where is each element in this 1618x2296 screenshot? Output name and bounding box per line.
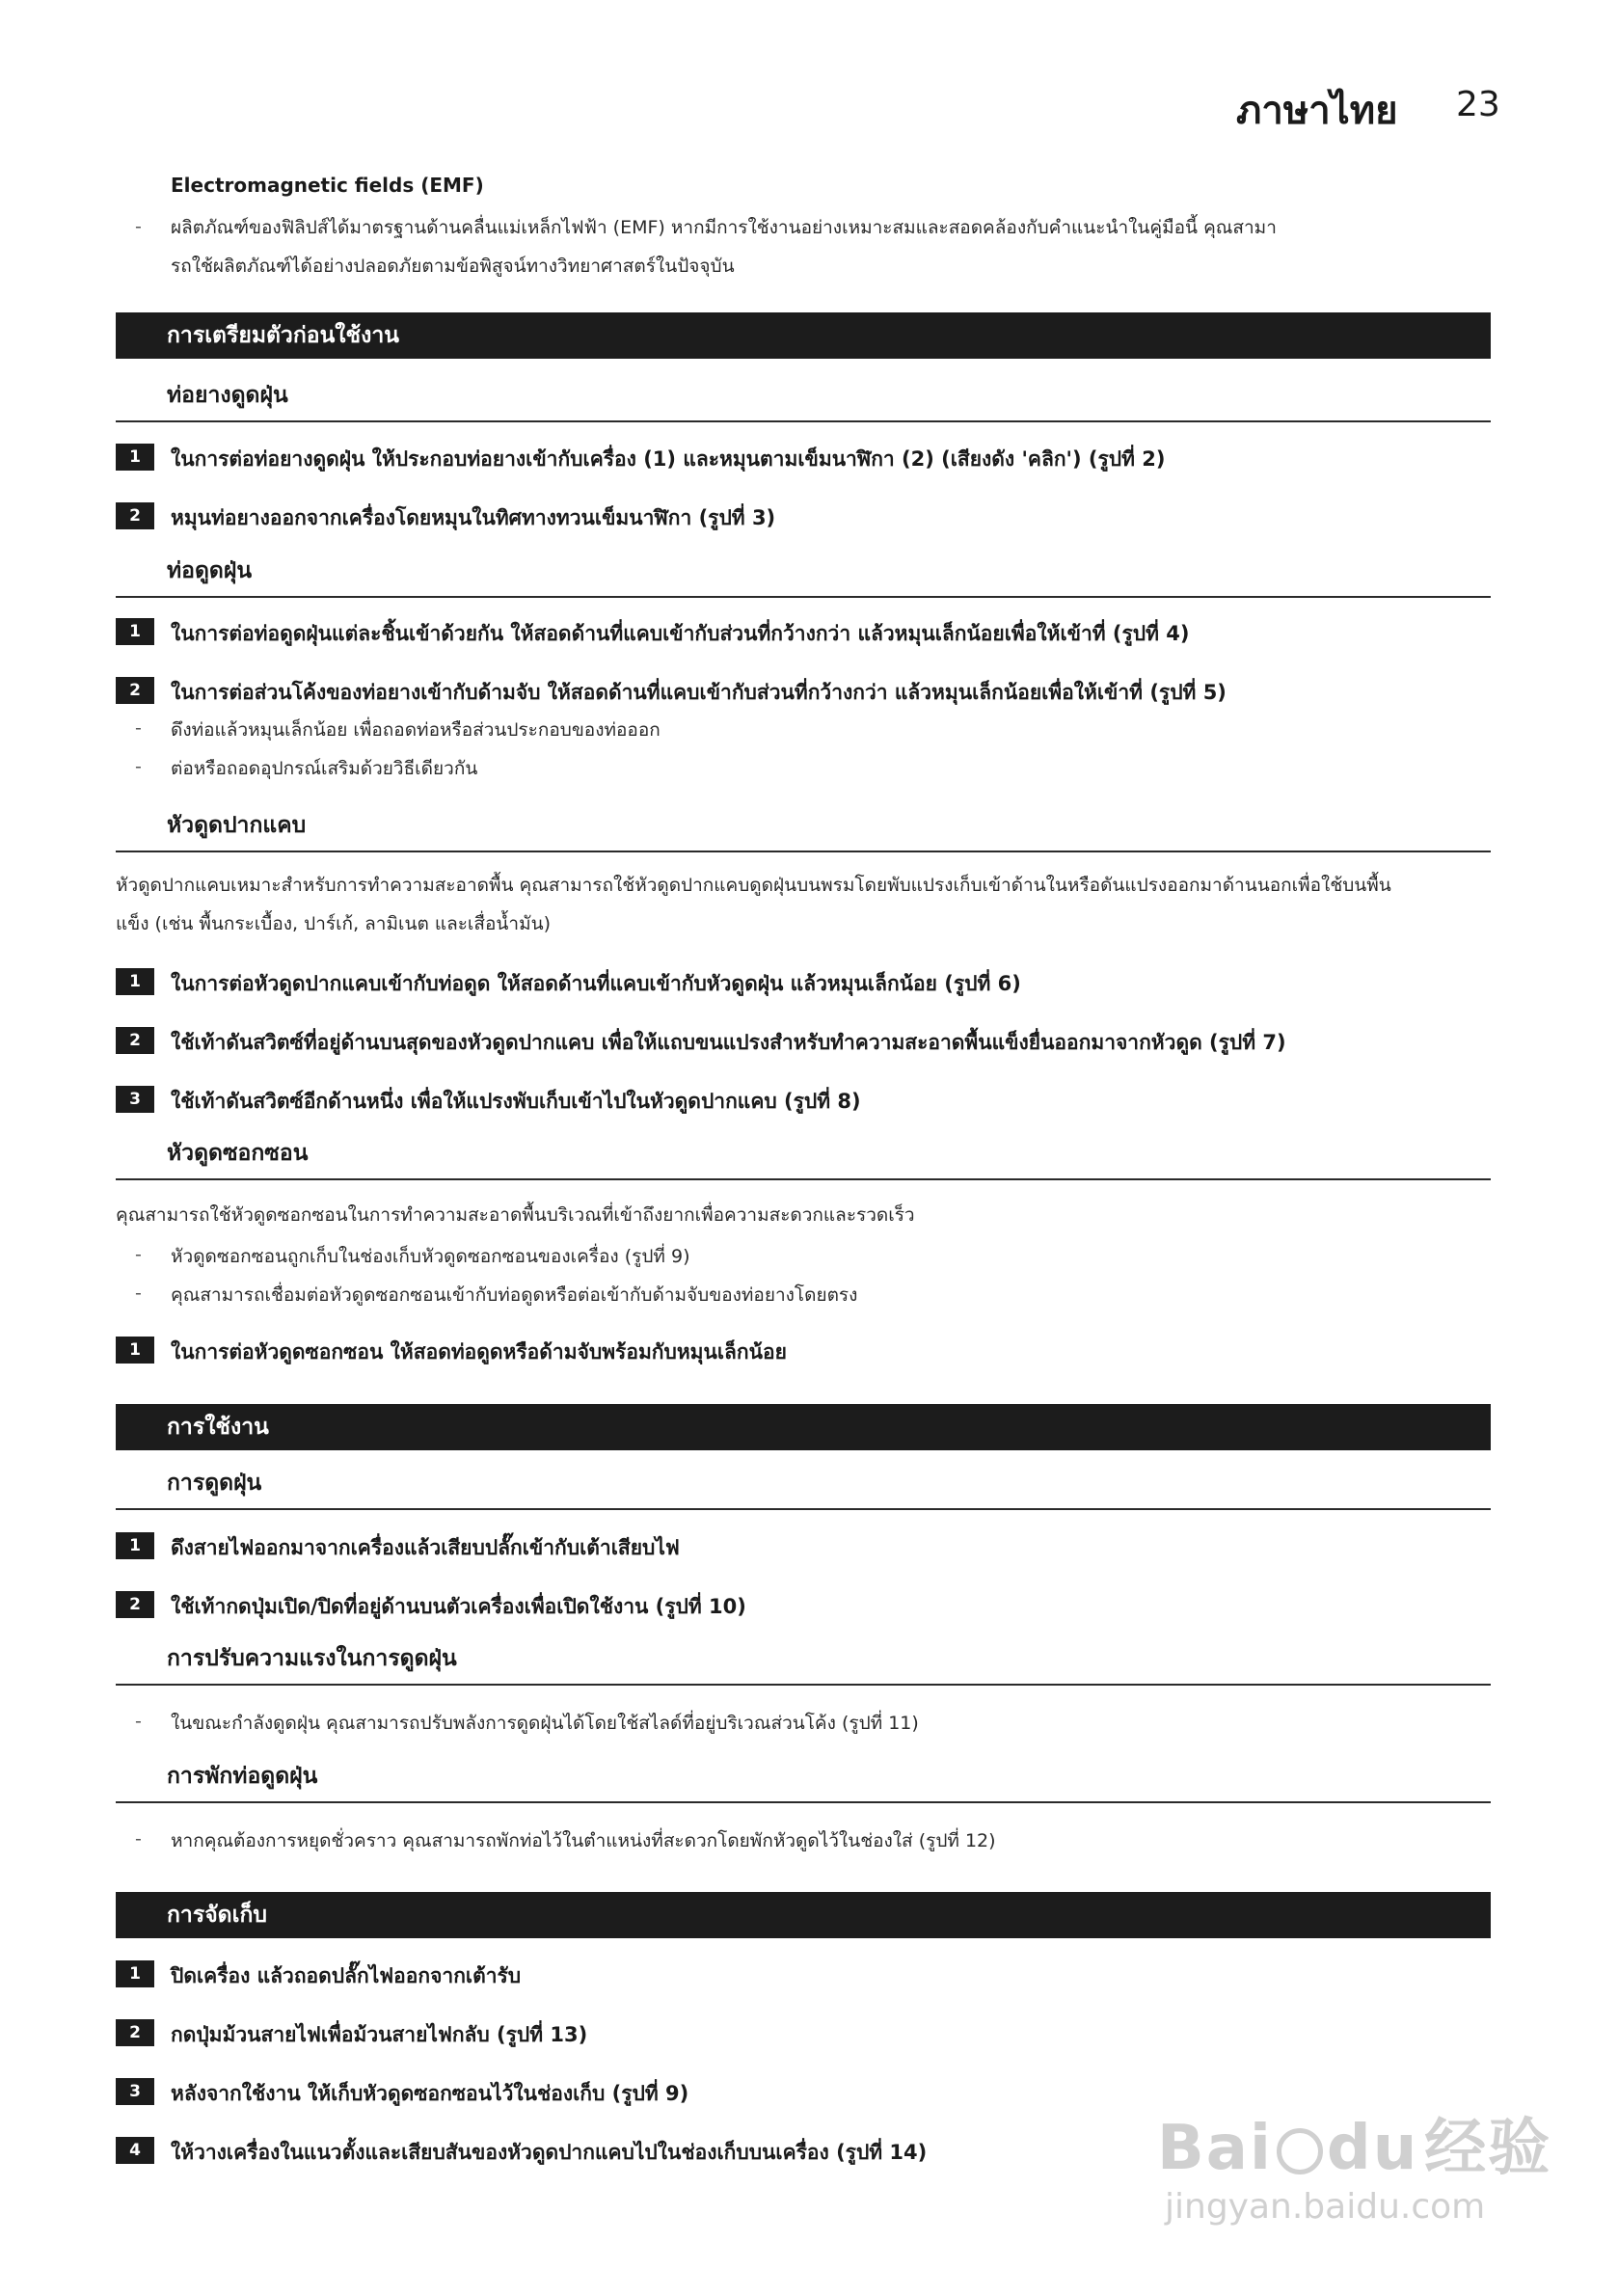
step-text: ในการต่อท่อดูดฝุ่นแต่ละชิ้นเข้าด้วยกัน ให้สอดด้านที่แคบเข้ากับส่วนที่กว้างกว่า แล้วหมุนเล็กน้อยเพื่อให้เข้าที่ (รูปที่ 4) xyxy=(171,622,1190,645)
subhead-park-title: การพักท่อดูดฝุ่น xyxy=(167,1764,318,1789)
watermark-logo xyxy=(1157,2098,1551,2187)
step-text: ในการต่อหัวดูดปากแคบเข้ากับท่อดูด ให้สอดด้านที่แคบเข้ากับหัวดูดฝุ่น แล้วหมุนเล็กน้อย (รูปที่ 6) xyxy=(171,972,1021,995)
step-number: 3 xyxy=(116,1086,154,1113)
watermark-url: jingyan.baidu.com xyxy=(1165,2187,1486,2227)
step-number: 1 xyxy=(116,1532,154,1559)
bullet-dash: - xyxy=(135,1244,142,1265)
step-row xyxy=(0,1532,1618,1561)
nozzle-para-line2: แข็ง (เช่น พื้นกระเบื้อง, ปาร์เก้, ลามิเนต และเสื่อน้ำมัน) xyxy=(116,913,552,934)
step-number: 2 xyxy=(116,502,154,529)
step-row xyxy=(0,677,1618,706)
step-number: 2 xyxy=(116,1027,154,1054)
section-title-use: การใช้งาน xyxy=(167,1415,269,1440)
bullet-dash: - xyxy=(135,756,142,777)
subhead-hose-title: ท่อยางดูดฝุ่น xyxy=(167,383,288,408)
section-bar-prep xyxy=(116,312,1491,359)
step-row xyxy=(0,618,1618,647)
step-row xyxy=(0,1960,1618,1989)
step-number: 1 xyxy=(116,444,154,471)
page-language: ภาษาไทย xyxy=(1236,89,1398,133)
nozzle-para-line1: หัวดูดปากแคบเหมาะสำหรับการทำความสะอาดพื้น คุณสามารถใช้หัวดูดปากแคบดูดฝุ่นบนพรมโดยพับแปรงเก็บเข้าด้านในหรือดันแปรงออกมาด้านนอกเพื่อใช้บนพื้น xyxy=(116,875,1391,896)
step-number: 3 xyxy=(116,2078,154,2105)
step-row xyxy=(0,502,1618,531)
bullet-dash: - xyxy=(135,1828,142,1850)
step-text: ใช้เท้าดันสวิตซ์ที่อยู่ด้านบนสุดของหัวดูดปากแคบ เพื่อให้แถบขนแปรงสำหรับทำความสะอาดพื้นแข็งยื่นออกมาจากหัวดูด (รูปที่ 7) xyxy=(171,1031,1286,1054)
emf-title: Electromagnetic fields (EMF) xyxy=(171,174,484,197)
step-row xyxy=(0,1027,1618,1056)
subhead-crevice xyxy=(116,1136,1491,1180)
emf-line1: ผลิตภัณฑ์ของฟิลิปส์ได้มาตรฐานด้านคลื่นแม่เหล็กไฟฟ้า (EMF) หากมีการใช้งานอย่างเหมาะสมและสอดคล้องกับคำแนะนำในคู่มือนี้ คุณสามา xyxy=(171,217,1277,238)
subhead-park xyxy=(116,1759,1491,1803)
step-text: ในการต่อหัวดูดซอกซอน ให้สอดท่อดูดหรือด้ามจับพร้อมกับหมุนเล็กน้อย xyxy=(171,1340,787,1364)
step-row xyxy=(0,1086,1618,1115)
bullet-text: หัวดูดซอกซอนถูกเก็บในช่องเก็บหัวดูดซอกซอนของเครื่อง (รูปที่ 9) xyxy=(171,1246,690,1267)
step-row xyxy=(0,444,1618,473)
crevice-para: คุณสามารถใช้หัวดูดซอกซอนในการทำความสะอาดพื้นบริเวณที่เข้าถึงยากเพื่อความสะดวกและรวดเร็ว xyxy=(116,1204,915,1226)
section-title-storage: การจัดเก็บ xyxy=(167,1903,267,1928)
step-number: 1 xyxy=(116,1960,154,1987)
step-text: ดึงสายไฟออกมาจากเครื่องแล้วเสียบปลั๊กเข้ากับเต้าเสียบไฟ xyxy=(171,1536,680,1559)
bullet-text: ในขณะกำลังดูดฝุ่น คุณสามารถปรับพลังการดูดฝุ่นได้โดยใช้สไลด์ที่อยู่บริเวณส่วนโค้ง (รูปที่ 11) xyxy=(171,1713,919,1734)
subhead-nozzle xyxy=(116,808,1491,852)
step-number: 1 xyxy=(116,618,154,645)
step-text: ในการต่อส่วนโค้งของท่อยางเข้ากับด้ามจับ ให้สอดด้านที่แคบเข้ากับส่วนที่กว้างกว่า แล้วหมุนเล็กน้อยเพื่อให้เข้าที่ (รูปที่ 5) xyxy=(171,681,1227,704)
page-number: 23 xyxy=(1456,85,1500,124)
section-title-prep: การเตรียมตัวก่อนใช้งาน xyxy=(167,323,400,348)
subhead-crevice-title: หัวดูดซอกซอน xyxy=(167,1141,309,1166)
section-bar-use xyxy=(116,1404,1491,1450)
step-row xyxy=(0,2019,1618,2048)
bullet-dash: - xyxy=(135,1283,142,1304)
subhead-vacuum xyxy=(116,1466,1491,1510)
watermark-suffix: 经验 xyxy=(1424,2113,1552,2184)
step-number: 1 xyxy=(116,1337,154,1364)
section-bar-storage xyxy=(116,1892,1491,1938)
step-text: หลังจากใช้งาน ให้เก็บหัวดูดซอกซอนไว้ในช่องเก็บ (รูปที่ 9) xyxy=(171,2082,689,2105)
step-number: 2 xyxy=(116,1591,154,1618)
bullet-dash: - xyxy=(135,216,142,237)
paw-icon xyxy=(1277,2128,1323,2174)
step-number: 4 xyxy=(116,2137,154,2164)
step-number: 2 xyxy=(116,677,154,704)
step-text: ให้วางเครื่องในแนวตั้งและเสียบสันของหัวดูดปากแคบไปในช่องเก็บบนเครื่อง (รูปที่ 14) xyxy=(171,2141,928,2164)
bullet-dash: - xyxy=(135,717,142,739)
step-text: ปิดเครื่อง แล้วถอดปลั๊กไฟออกจากเต้ารับ xyxy=(171,1964,522,1987)
emf-line2: รถใช้ผลิตภัณฑ์ได้อย่างปลอดภัยตามข้อพิสูจน์ทางวิทยาศาสตร์ในปัจจุบัน xyxy=(171,256,735,277)
step-text: กดปุ่มม้วนสายไฟเพื่อม้วนสายไฟกลับ (รูปที่ 13) xyxy=(171,2023,588,2046)
watermark-brand2: du xyxy=(1326,2113,1419,2184)
subhead-power-title: การปรับความแรงในการดูดฝุ่น xyxy=(167,1646,457,1671)
step-number: 1 xyxy=(116,968,154,995)
step-row xyxy=(0,1591,1618,1620)
bullet-text: ต่อหรือถอดอุปกรณ์เสริมด้วยวิธีเดียวกัน xyxy=(171,758,478,779)
step-text: ใช้เท้ากดปุ่มเปิด/ปิดที่อยู่ด้านบนตัวเครื่องเพื่อเปิดใช้งาน (รูปที่ 10) xyxy=(171,1595,746,1618)
subhead-nozzle-title: หัวดูดปากแคบ xyxy=(167,813,307,838)
bullet-dash: - xyxy=(135,1711,142,1732)
step-row xyxy=(0,1337,1618,1365)
subhead-tube-title: ท่อดูดฝุ่น xyxy=(167,558,253,583)
subhead-hose xyxy=(116,378,1491,422)
bullet-text: หากคุณต้องการหยุดชั่วคราว คุณสามารถพักท่อไว้ในตำแหน่งที่สะดวกโดยพักหัวดูดไว้ในช่องใส่ (รูปที่ 12) xyxy=(171,1830,996,1851)
bullet-text: ดึงท่อแล้วหมุนเล็กน้อย เพื่อถอดท่อหรือส่วนประกอบของท่อออก xyxy=(171,719,661,741)
subhead-power xyxy=(116,1641,1491,1686)
step-text: ใช้เท้าดันสวิตซ์อีกด้านหนึ่ง เพื่อให้แปรงพับเก็บเข้าไปในหัวดูดปากแคบ (รูปที่ 8) xyxy=(171,1090,861,1113)
bullet-text: คุณสามารถเชื่อมต่อหัวดูดซอกซอนเข้ากับท่อดูดหรือต่อเข้ากับด้ามจับของท่อยางโดยตรง xyxy=(171,1284,858,1306)
subhead-tube xyxy=(116,554,1491,598)
subhead-vacuum-title: การดูดฝุ่น xyxy=(167,1471,262,1496)
step-number: 2 xyxy=(116,2019,154,2046)
watermark-brand: Bai xyxy=(1157,2113,1273,2184)
step-row xyxy=(0,968,1618,997)
step-text: หมุนท่อยางออกจากเครื่องโดยหมุนในทิศทางทวนเข็มนาฬิกา (รูปที่ 3) xyxy=(171,506,776,529)
step-text: ในการต่อท่อยางดูดฝุ่น ให้ประกอบท่อยางเข้ากับเครื่อง (1) และหมุนตามเข็มนาฬิกา (2) (เสียงดัง 'คลิก') (รูปที่ 2) xyxy=(171,447,1166,471)
